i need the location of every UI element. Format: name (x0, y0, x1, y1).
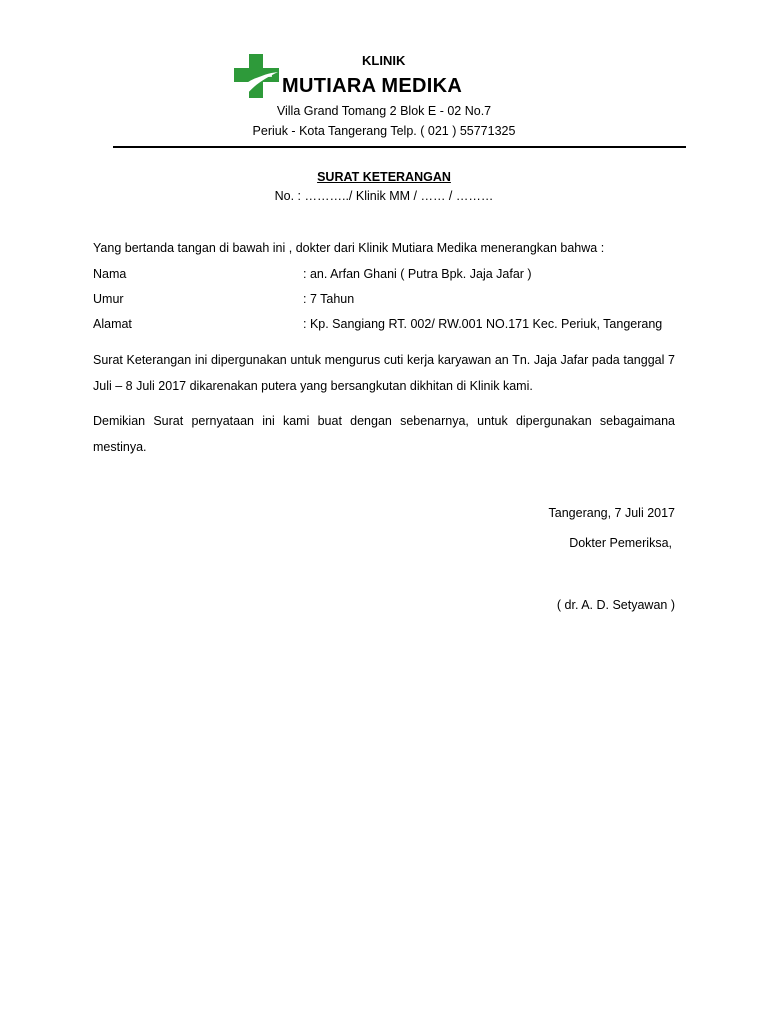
clinic-logo-icon (232, 52, 282, 102)
field-label-nama: Nama (93, 267, 127, 281)
document-number: No. : ………../ Klinik MM / …… / ……… (274, 189, 494, 203)
body-paragraph-1: Surat Keterangan ini dipergunakan untuk mengurus cuti kerja karyawan an Tn. Jaja Jafar pada tanggal 7 Juli – 8 Juli 2017 dikarenakan putera yang bersangkutan dikhitan di Klinik kami. (93, 353, 675, 393)
clinic-address-line1: Villa Grand Tomang 2 Blok E - 02 No.7 (276, 104, 492, 118)
field-label-alamat: Alamat (93, 317, 132, 331)
clinic-label: KLINIK (362, 53, 406, 68)
signature-place-date: Tangerang, 7 Juli 2017 (548, 506, 675, 520)
field-value-umur: : 7 Tahun (303, 292, 355, 306)
signature-role: Dokter Pemeriksa, (569, 536, 672, 550)
clinic-address-line2: Periuk - Kota Tangerang Telp. ( 021 ) 55771325 (252, 124, 516, 138)
document-title (0, 170, 768, 184)
clinic-name: MUTIARA MEDIKA (282, 75, 463, 97)
letterhead-divider (113, 146, 686, 148)
intro-text: Yang bertanda tangan di bawah ini , dokter dari Klinik Mutiara Medika menerangkan bahwa : (93, 241, 605, 255)
body-paragraph-2: Demikian Surat pernyataan ini kami buat dengan sebenarnya, untuk dipergunakan sebagaimana mestinya. (93, 414, 675, 454)
field-value-nama: : an. Arfan Ghani ( Putra Bpk. Jaja Jafar ) (303, 267, 532, 281)
document-title-text: SURAT KETERANGAN (317, 170, 451, 184)
field-label-umur: Umur (93, 292, 124, 306)
signature-name: ( dr. A. D. Setyawan ) (556, 598, 675, 612)
field-value-alamat: : Kp. Sangiang RT. 002/ RW.001 NO.171 Kec. Periuk, Tangerang (303, 317, 663, 331)
